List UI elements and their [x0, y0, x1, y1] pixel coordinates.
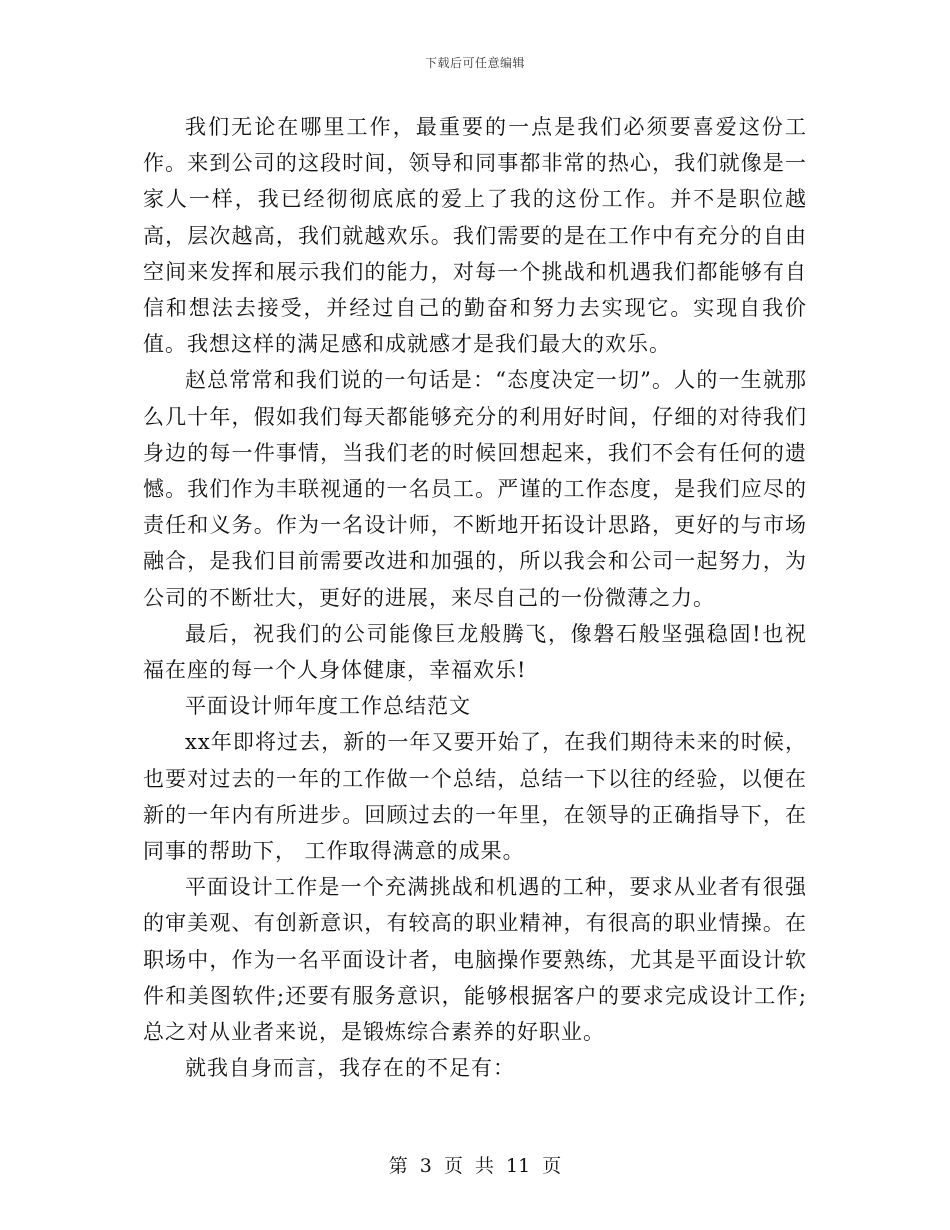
document-body: [143, 109, 807, 1086]
paragraph-blessing: 最后，祝我们的公司能像巨龙般腾飞，像磐石般坚强稳固!也祝福在座的每一个人身体健康，幸福欢乐!: [143, 621, 807, 683]
section-title: 平面设计师年度工作总结范文: [185, 694, 471, 719]
paragraph-attitude: 赵总常常和我们说的一句话是：“态度决定一切”。人的一生就那么几十年，假如我们每天都能够充分的利用好时间，仔细的对待我们身边的每一件事情，当我们老的时候回想起来，我们不会有任何的遗憾。我们作为丰联视通的一名员工。严谨的工作态度，是我们应尽的责任和义务。作为一名设计师，不断地开拓设计思路，更好的与市场融合，是我们目前需要改进和加强的，所以我会和公司一起努力，为公司的不断壮大，更好的进展，来尽自己的一份微薄之力。: [143, 368, 807, 610]
paragraph-design-work: 平面设计工作是一个充满挑战和机遇的工种，要求从业者有很强的审美观、有创新意识，有较高的职业精神，有很高的职业情操。在职场中，作为一名平面设计者，电脑操作要熟练，尤其是平面设计软件和美图软件;还要有服务意识，能够根据客户的要求完成设计工作;总之对从业者来说，是锻炼综合素养的好职业。: [143, 875, 807, 1045]
page-number: 第 3 页 共 11 页: [388, 1155, 562, 1177]
paragraph-love-work: 我们无论在哪里工作，最重要的一点是我们必须要喜爱这份工作。来到公司的这段时间，领导和同事都非常的热心，我们就像是一家人一样，我已经彻彻底底的爱上了我的这份工作。并不是职位越高，层次越高，我们就越欢乐。我们需要的是在工作中有充分的自由空间来发挥和展示我们的能力，对每一个挑战和机遇我们都能够有自信和想法去接受，并经过自己的勤奋和努力去实现它。实现自我价值。我想这样的满足感和成就感才是我们最大的欢乐。: [143, 115, 807, 357]
header-note: 下载后可任意编辑: [424, 56, 525, 70]
paragraph-shortcomings: 就我自身而言，我存在的不足有：: [185, 1056, 515, 1081]
paragraph-year-review: xx年即将过去，新的一年又要开始了，在我们期待未来的时候，也要对过去的一年的工作做一个总结，总结一下以往的经验，以便在新的一年内有所进步。回顾过去的一年里，在领导的正确指导下，在同事的帮助下， 工作取得满意的成果。: [143, 730, 807, 864]
